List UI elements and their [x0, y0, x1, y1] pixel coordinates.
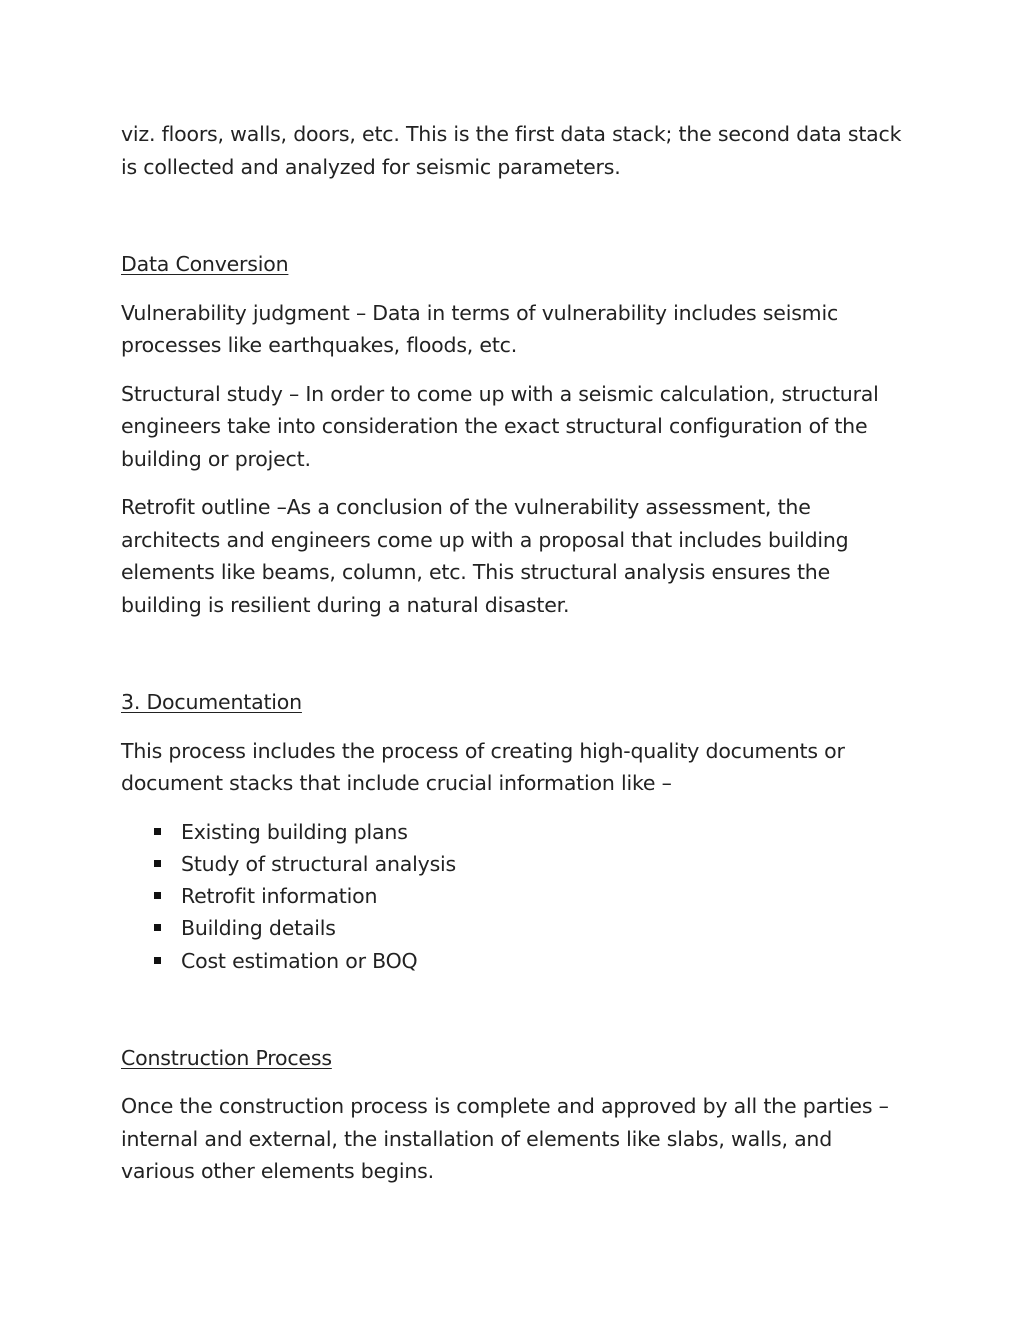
structural-study-paragraph: Structural study – In order to come up with a seismic calculation, structural engineers take into consideration the exact structural configuration of the building or project. [121, 381, 879, 471]
list-item [181, 880, 906, 912]
square-bullet-icon [154, 892, 161, 899]
data-conversion-heading: Data Conversion [121, 252, 289, 276]
list-item-text: Cost estimation or BOQ [181, 948, 418, 973]
list-item [181, 816, 906, 848]
list-item [181, 912, 906, 944]
documentation-intro-paragraph: This process includes the process of creating high-quality documents or document stacks that include crucial information like – [121, 738, 845, 795]
retrofit-outline-paragraph: Retrofit outline –As a conclusion of the vulnerability assessment, the architects and engineers come up with a proposal that includes building elements like beams, column, etc. This structural analysis ensures the building is resilient during a natural disaster. [121, 495, 849, 617]
square-bullet-icon [154, 860, 161, 867]
vulnerability-judgment-paragraph: Vulnerability judgment – Data in terms of vulnerability includes seismic processes like earthquakes, floods, etc. [121, 300, 839, 357]
documentation-heading: 3. Documentation [121, 690, 302, 714]
section-spacer [121, 199, 906, 248]
list-item-text: Study of structural analysis [181, 851, 457, 876]
construction-process-paragraph: Once the construction process is complete and approved by all the parties – internal and external, the installation of elements like slabs, walls, and various other elements begins. [121, 1094, 889, 1184]
list-item [181, 848, 906, 880]
square-bullet-icon [154, 924, 161, 931]
list-item-text: Existing building plans [181, 819, 408, 844]
square-bullet-icon [154, 828, 161, 835]
intro-paragraph: viz. floors, walls, doors, etc. This is the first data stack; the second data stack is collected and analyzed for seismic parameters. [121, 122, 902, 179]
section-spacer [121, 637, 906, 686]
list-item-text: Building details [181, 916, 336, 941]
square-bullet-icon [154, 957, 161, 964]
construction-process-heading: Construction Process [121, 1045, 332, 1070]
list-item-text: Retrofit information [181, 884, 378, 909]
list-item [181, 945, 906, 977]
documentation-bullet-list [121, 816, 906, 977]
section-spacer [121, 977, 906, 1042]
document-page [121, 118, 906, 1204]
